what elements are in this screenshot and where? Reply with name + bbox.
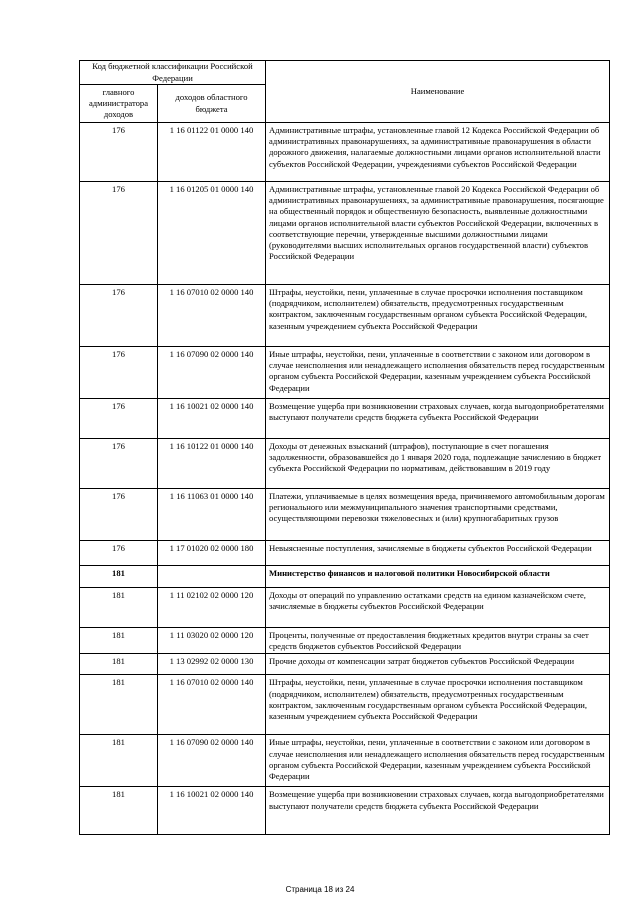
page-number: Страница 18 из 24 [285,885,355,894]
name-cell: Доходы от операций по управлению остатками средств на едином казначейском счете, зачисляемые в бюджеты субъектов Российской Федерации [266,588,610,628]
budget-classification-table [79,60,610,835]
admin-code-cell: 176 [80,347,158,399]
admin-code-cell: 181 [80,735,158,787]
admin-code-cell: 181 [80,588,158,628]
income-code-cell: 1 16 10021 02 0000 140 [158,787,266,835]
name-cell: Штрафы, неустойки, пени, уплаченные в случае просрочки исполнения поставщиком (подрядчиком, исполнителем) обязательств, предусмотренных государственным контрактом, заключенным государственным органом субъекта Российской Федерации, казенным учреждением субъекта Российской Федерации [266,675,610,735]
table-row [80,285,610,347]
admin-code-cell: 176 [80,123,158,182]
admin-code-cell: 176 [80,541,158,566]
income-code-cell: 1 13 02992 02 0000 130 [158,654,266,675]
table-row [80,399,610,439]
header-income: доходов областного бюджета [158,85,266,123]
header-name: Наименование [266,61,610,123]
income-code-cell: 1 16 07010 02 0000 140 [158,675,266,735]
table-row [80,123,610,182]
admin-code-cell: 181 [80,566,158,588]
name-cell: Проценты, полученные от предоставления бюджетных кредитов внутри страны за счет средств бюджетов субъектов Российской Федерации [266,628,610,654]
admin-code-cell: 181 [80,654,158,675]
name-cell: Иные штрафы, неустойки, пени, уплаченные в соответствии с законом или договором в случае неисполнения или ненадлежащего исполнения обязательств перед государственным органом субъекта Российской Федерации, казенным учреждением субъекта Российской Федерации [266,735,610,787]
income-code-cell: 1 11 02102 02 0000 120 [158,588,266,628]
admin-code-cell: 176 [80,285,158,347]
income-code-cell: 1 16 07010 02 0000 140 [158,285,266,347]
admin-code-cell: 181 [80,787,158,835]
income-code-cell: 1 16 10021 02 0000 140 [158,399,266,439]
name-cell: Иные штрафы, неустойки, пени, уплаченные в соответствии с законом или договором в случае неисполнения или ненадлежащего исполнения обязательств перед государственным органом субъекта Российской Федерации, казенным учреждением субъекта Российской Федерации [266,347,610,399]
table-row [80,628,610,654]
table-row [80,735,610,787]
table-row [80,489,610,541]
income-code-cell: 1 16 07090 02 0000 140 [158,347,266,399]
income-code-cell: 1 16 10122 01 0000 140 [158,439,266,489]
name-cell: Возмещение ущерба при возникновении страховых случаев, когда выгодоприобретателями выступают получатели средств бюджета субъекта Российской Федерации [266,399,610,439]
income-code-cell: 1 16 07090 02 0000 140 [158,735,266,787]
admin-code-cell: 176 [80,439,158,489]
table-row [80,347,610,399]
table-row [80,787,610,835]
table-row [80,675,610,735]
name-cell: Прочие доходы от компенсации затрат бюджетов субъектов Российской Федерации [266,654,610,675]
income-code-cell: 1 16 01122 01 0000 140 [158,123,266,182]
name-cell: Штрафы, неустойки, пени, уплаченные в случае просрочки исполнения поставщиком (подрядчиком, исполнителем) обязательств, предусмотренных государственным контрактом, заключенным государственным органом субъекта Российской Федерации, казенным учреждением субъекта Российской Федерации [266,285,610,347]
name-cell: Административные штрафы, установленные главой 20 Кодекса Российской Федерации об административных правонарушениях, за административные правонарушения, посягающие на общественный порядок и общественную безопасность, выявленные должностными лицами органов исполнительной власти субъектов Российской Федерации, включенных в соответствующие перечни, утвержденные высшими должностными лицами (руководителями высших исполнительных органов государственной власти) субъектов Российской Федерации [266,182,610,285]
table-row [80,541,610,566]
income-code-cell [158,566,266,588]
table-row [80,182,610,285]
name-cell: Министерство финансов и налоговой политики Новосибирской области [266,566,610,588]
name-cell: Доходы от денежных взысканий (штрафов), поступающие в счет погашения задолженности, образовавшейся до 1 января 2020 года, подлежащие зачислению в бюджет субъекта Российской Федерации по нормативам, действовавшим в 2019 году [266,439,610,489]
table-body [80,123,610,835]
table-row [80,566,610,588]
table-row [80,654,610,675]
admin-code-cell: 181 [80,628,158,654]
header-admin: главного администратора доходов [80,85,158,123]
income-code-cell: 1 17 01020 02 0000 180 [158,541,266,566]
header-group: Код бюджетной классификации Российской Федерации [80,61,266,85]
name-cell: Невыясненные поступления, зачисляемые в бюджеты субъектов Российской Федерации [266,541,610,566]
admin-code-cell: 176 [80,182,158,285]
admin-code-cell: 181 [80,675,158,735]
admin-code-cell: 176 [80,489,158,541]
income-code-cell: 1 16 11063 01 0000 140 [158,489,266,541]
income-code-cell: 1 16 01205 01 0000 140 [158,182,266,285]
name-cell: Платежи, уплачиваемые в целях возмещения вреда, причиняемого автомобильным дорогам регионального или межмуниципального значения транспортными средствами, осуществляющими перевозки тяжеловесных и (или) крупногабаритных грузов [266,489,610,541]
table-row [80,439,610,489]
income-code-cell: 1 11 03020 02 0000 120 [158,628,266,654]
name-cell: Административные штрафы, установленные главой 12 Кодекса Российской Федерации об административных правонарушениях, за административные правонарушения в области дорожного движения, налагаемые должностными лицами органов исполнительной власти субъектов Российской Федерации, учреждениями субъектов Российской Федерации [266,123,610,182]
table-row [80,588,610,628]
admin-code-cell: 176 [80,399,158,439]
name-cell: Возмещение ущерба при возникновении страховых случаев, когда выгодоприобретателями выступают получатели средств бюджета субъекта Российской Федерации [266,787,610,835]
